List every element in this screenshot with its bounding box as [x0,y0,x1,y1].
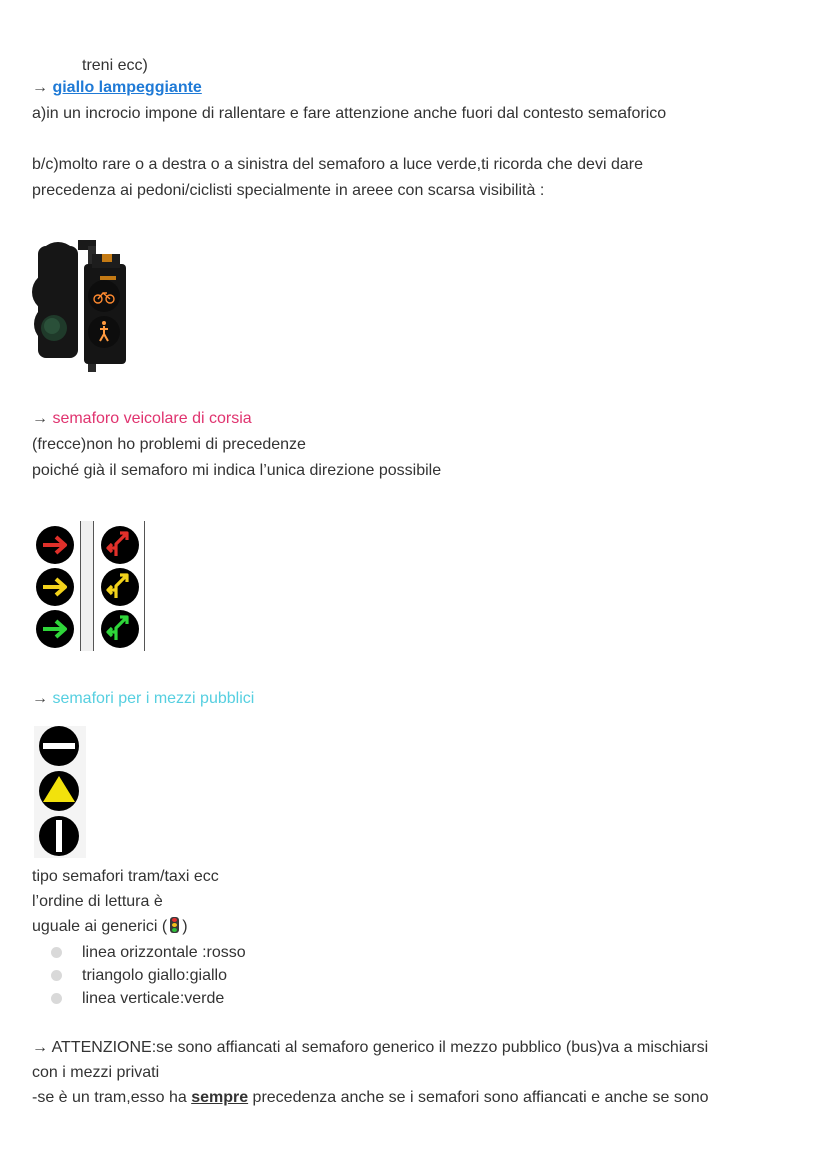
paragraph-bc-line1: b/c)molto rare o a destra o a sinistra del semaforo a luce verde,ti ricorda che devi dare [32,156,643,173]
arrow-icon: → [32,690,48,707]
type-text-2: l’ordine di lettura è [32,893,163,910]
tram-text-bold: sempre [191,1089,249,1106]
type-text-1: tipo semafori tram/taxi ecc [32,868,219,885]
type-text-3-pre: uguale ai generici ( [32,918,168,935]
public-transport-signals-icon [34,726,86,858]
paragraph-bc-line2: precedenza ai pedoni/ciclisti specialmente in areee con scarsa visibilità : [32,182,545,199]
lane-arrow-signals-icon [34,521,148,653]
list-item: linea verticale:verde [82,990,225,1007]
heading-giallo-lampeggiante [32,78,202,98]
lane-text-2: poiché già il semaforo mi indica l’unica direzione possibile [32,462,442,479]
lane-text-1: (frecce)non ho problemi di precedenze [32,436,306,453]
arrow-icon: → [32,410,48,427]
list-item: linea orizzontale :rosso [82,944,246,961]
text-line: treni ecc) [82,57,148,74]
vertical-traffic-light-emoji-icon [170,917,179,933]
tram-text-pre: -se è un tram,esso ha [32,1089,192,1106]
heading-mezzi-pubblici [32,689,254,709]
bullet-icon [51,970,62,981]
paragraph-a: a)in un incrocio impone di rallentare e fare attenzione anche fuori dal contesto semaforico [32,105,667,122]
attention-line1: → ATTENZIONE:se sono affiancati al semaforo generico il mezzo pubblico (bus)va a mischiarsi [32,1039,709,1056]
tram-text-post: precedenza anche se i semafori sono affiancati e anche se sono [248,1089,709,1106]
bullet-icon [51,947,62,958]
bicycle-pedestrian-traffic-light-icon [32,240,127,372]
type-text-3-post: ) [182,918,188,935]
semaforo-corsia-title: semaforo veicolare di corsia [52,410,252,427]
list-item: triangolo giallo:giallo [82,967,227,984]
bullet-icon [51,993,62,1004]
giallo-lampeggiante-link[interactable]: giallo lampeggiante [52,79,202,96]
heading-semaforo-corsia [32,409,252,429]
arrow-icon: → [32,79,48,96]
attention-line2: con i mezzi privati [32,1064,160,1081]
type-text-3 [32,917,188,937]
mezzi-pubblici-title: semafori per i mezzi pubblici [52,690,255,707]
tram-line [32,1088,709,1108]
